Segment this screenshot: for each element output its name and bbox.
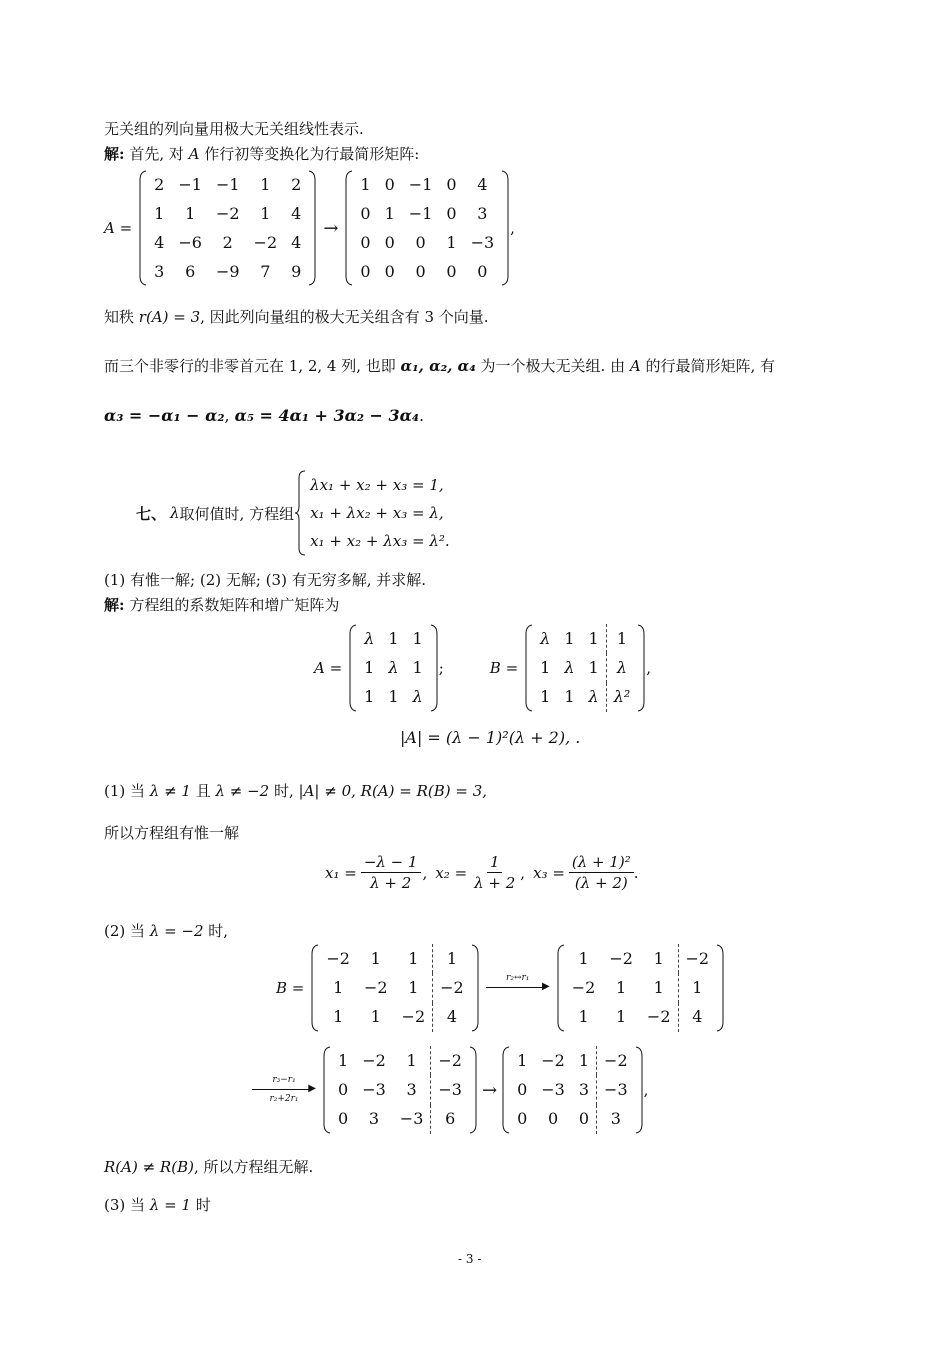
matrix-cell: 1 (370, 1007, 381, 1027)
matrix-cell: 1 (338, 1050, 349, 1070)
matrix-cell: λ (540, 628, 551, 648)
matrix-cell: 2 (154, 174, 165, 194)
matrix-row (357, 653, 430, 682)
question-7: 七、 λ 取何值时, 方程组 λx₁ + x₂ + x₃ = 1, x₁ + λx₂ + x₃ = λ, x₁ + x₂ + λx₃ = λ². (136, 470, 450, 556)
matrix-row (353, 257, 501, 286)
matrix-cell: 1 (433, 944, 471, 973)
matrix-cell: 0 (384, 261, 395, 281)
rank-statement: 知秩 r(A) = 3, 因此列向量组的极大无关组含有 3 个向量. (104, 308, 489, 326)
case-2: (2) 当 λ = −2 时, (104, 922, 229, 940)
matrix-cell: 1 (588, 628, 599, 648)
matrix-cell: 3 (597, 1105, 635, 1134)
fraction-x2: $\frac{1}{\lambda + 2}$ (474, 853, 516, 892)
matrix-cell: λ (364, 628, 375, 648)
left-paren-icon (524, 624, 533, 712)
matrix-row (147, 199, 308, 228)
matrix-cell: 1 (412, 657, 423, 677)
matrix-cell: 0 (517, 1109, 528, 1129)
matrix-row (331, 1105, 469, 1134)
matrix-cell: −1 (178, 174, 202, 194)
matrix-cell: 1 (578, 948, 589, 968)
right-paren-icon (471, 944, 480, 1032)
fraction-x3: $\frac{\text{(λ + 1)²}}{(\lambda + 2)}$ (569, 852, 634, 893)
matrix-row (565, 973, 716, 1002)
matrix-cell: −2 (326, 948, 350, 968)
matrix-cell: 1 (260, 203, 271, 223)
matrix-cell: 4 (291, 232, 302, 252)
matrix-cell: −9 (215, 261, 240, 281)
matrix-row (510, 1075, 635, 1104)
right-paren-icon (716, 944, 725, 1032)
matrix-row (533, 624, 637, 653)
matrix-A (138, 170, 317, 286)
matrix-row (533, 653, 637, 682)
matrix-cell: −1 (408, 174, 433, 194)
pivot-statement: 而三个非零行的非零首元在 1, 2, 4 列, 也即 α₁, α₂, α₄ 为一个极大无关组. 由 A 的行最简形矩阵, 有 (104, 357, 776, 375)
matrix-row (353, 170, 501, 199)
matrix-cell: 3 (368, 1109, 380, 1129)
matrix-row (565, 944, 716, 973)
matrix-cell: 1 (540, 687, 551, 707)
matrix-cell: 0 (446, 174, 457, 194)
matrix-cell: λ (606, 653, 637, 682)
right-paren-icon (469, 1046, 478, 1134)
row-swap-arrow: r₂↔r₁ ▶ (486, 973, 550, 1003)
matrix-coef-A (348, 624, 439, 712)
matrix-cell: 1 (653, 977, 664, 997)
unique-solution-text: 所以方程组有惟一解 (104, 824, 240, 842)
matrix-cell: 1 (678, 973, 716, 1002)
matrix-cell: 1 (653, 948, 664, 968)
matrix-equation-A: A = 2 −1 −1 1 2 1 1 −2 1 4 4 −6 2 −2 4 3 6 −9 7 9 → 1 0 −1 0 4 0 1 −1 0 3 0 0 0 1 −3 0 0 0 0 0 , (104, 170, 515, 286)
matrix-row (353, 228, 501, 257)
matrix-cell: −2 (678, 944, 716, 973)
case-1: (1) 当 λ ≠ 1 且 λ ≠ −2 时, |A| ≠ 0, R(A) = R(B) = 3, (104, 782, 488, 800)
matrix-cell: 0 (477, 261, 488, 281)
matrix-cell: −2 (646, 1007, 671, 1027)
matrix-cell: 1 (517, 1050, 528, 1070)
left-paren-icon (556, 944, 565, 1032)
matrix-B2 (556, 944, 725, 1032)
matrix-cell: 3 (154, 261, 165, 281)
matrix-cell: 1 (260, 174, 271, 194)
matrix-row (331, 1046, 469, 1075)
matrix-cell: 6 (185, 261, 196, 281)
matrix-row (357, 683, 430, 712)
matrix-row (510, 1105, 635, 1134)
matrix-cell: 1 (446, 232, 457, 252)
matrix-cell: 1 (564, 628, 575, 648)
solution-intro: 解: 首先, 对 A 作行初等变换化为行最简形矩阵: (104, 145, 420, 163)
matrix-row (510, 1046, 635, 1075)
matrix-cell: −3 (470, 232, 495, 252)
matrix-cell: 0 (360, 203, 371, 223)
matrix-cell: 6 (431, 1105, 469, 1134)
solution-2-intro: 解: 方程组的系数矩阵和增广矩阵为 (104, 596, 340, 614)
matrix-cell: −2 (215, 203, 240, 223)
reduction-step-1: B = −2 1 1 1 1 −2 1 −2 1 1 −2 4 r₂↔r₁ ▶ 1 −2 1 −2 −2 1 1 1 1 1 −2 4 (276, 944, 725, 1032)
matrix-cell: 2 (222, 232, 233, 252)
matrix-cell: 1 (185, 203, 196, 223)
matrix-cell: 1 (388, 687, 399, 707)
matrix-cell: 9 (291, 261, 302, 281)
solution-label: 解: (104, 145, 125, 163)
left-paren-icon (138, 170, 147, 286)
matrix-row (565, 1003, 716, 1032)
matrix-cell: 0 (517, 1079, 528, 1099)
matrix-A-rref (344, 170, 510, 286)
matrix-cell: 1 (388, 628, 399, 648)
fraction-x1: $\frac{-\lambda - 1}{\lambda + 2}$ (361, 852, 421, 893)
left-paren-icon (322, 1046, 331, 1134)
matrix-cell: −3 (399, 1109, 424, 1129)
matrix-cell: 1 (333, 1007, 344, 1027)
matrix-cell: λ (412, 687, 423, 707)
matrix-row (353, 199, 501, 228)
matrix-cell: 7 (260, 261, 271, 281)
equation-system: λx₁ + x₂ + x₃ = 1, x₁ + λx₂ + x₃ = λ, x₁ + x₂ + λx₃ = λ². (310, 476, 450, 550)
matrix-cell: 1 (578, 1007, 589, 1027)
matrix-cell: 4 (678, 1003, 716, 1032)
matrix-cell: 1 (616, 1007, 627, 1027)
matrix-aug-B (524, 624, 646, 712)
arrow-symbol: → (323, 217, 339, 239)
question-parts: (1) 有惟一解; (2) 无解; (3) 有无穷多解, 并求解. (104, 571, 426, 589)
matrix-cell: 1 (606, 624, 637, 653)
matrix-cell: −2 (597, 1046, 635, 1075)
matrix-cell: −2 (401, 1007, 426, 1027)
matrix-cell: −2 (541, 1050, 565, 1070)
matrix-cell: −2 (433, 973, 471, 1002)
no-solution-statement: R(A) ≠ R(B), 所以方程组无解. (104, 1158, 314, 1176)
matrix-cell: −2 (362, 1050, 386, 1070)
matrix-cell: 1 (588, 657, 599, 677)
matrix-cell: 2 (291, 174, 302, 194)
matrix-cell: 1 (364, 657, 375, 677)
linear-relations: α₃ = −α₁ − α₂, α₅ = 4α₁ + 3α₂ − 3α₄. (104, 406, 425, 425)
matrix-cell: 4 (477, 174, 488, 194)
matrix-cell: 1 (578, 1050, 590, 1070)
matrix-cell: 1 (616, 977, 627, 997)
matrix-cell: 3 (578, 1079, 590, 1099)
matrix-cell: 1 (360, 174, 371, 194)
matrix-cell: 0 (384, 232, 395, 252)
row-operation-arrow: r₃−r₁ ▶ r₂+2r₁ (252, 1075, 316, 1105)
matrix-row (319, 944, 470, 973)
matrix-cell: −2 (609, 948, 633, 968)
matrix-cell: 1 (364, 687, 375, 707)
matrix-B1 (310, 944, 479, 1032)
matrix-cell: −1 (215, 174, 240, 194)
matrix-cell: −3 (431, 1075, 469, 1104)
matrix-cell: λ² (606, 683, 637, 712)
matrix-cell: 1 (408, 948, 419, 968)
matrix-cell: 4 (433, 1003, 471, 1032)
matrix-cell: 1 (564, 687, 575, 707)
left-paren-icon (501, 1046, 510, 1134)
matrix-cell: 0 (360, 261, 371, 281)
matrix-cell: 1 (408, 977, 419, 997)
right-paren-icon (501, 170, 510, 286)
matrix-cell: 0 (446, 203, 457, 223)
right-paren-icon (308, 170, 317, 286)
matrix-cell: −2 (253, 232, 278, 252)
matrix-cell: 0 (338, 1079, 349, 1099)
matrix-cell: −1 (408, 203, 433, 223)
matrix-cell: 0 (415, 261, 426, 281)
matrix-B3 (322, 1046, 478, 1134)
determinant: |A| = (λ − 1)²(λ + 2), . (400, 728, 581, 747)
matrix-cell: 1 (412, 628, 423, 648)
matrix-cell: 1 (370, 948, 381, 968)
matrix-cell: 0 (446, 261, 457, 281)
matrix-cell: 4 (291, 203, 302, 223)
matrix-cell: −2 (363, 977, 388, 997)
matrix-row (319, 973, 470, 1002)
matrix-cell: 1 (406, 1050, 417, 1070)
matrix-B4 (501, 1046, 644, 1134)
case-3: (3) 当 λ = 1 时 (104, 1196, 211, 1214)
matrix-cell: 1 (154, 203, 165, 223)
left-paren-icon (348, 624, 357, 712)
matrix-cell: 1 (384, 203, 395, 223)
matrix-row (357, 624, 430, 653)
matrix-cell: 0 (415, 232, 426, 252)
unique-solution: x₁ = $\frac{-\lambda - 1}{\lambda + 2}$ , x₂ = $\frac{1}{\lambda + 2}$ , x₃ = $\frac{\text{(λ + 1)²}}{(\lambda + 2)}$ . (325, 853, 639, 892)
reduction-step-2: r₃−r₁ ▶ r₂+2r₁ 1 −2 1 −2 0 −3 3 −3 0 3 −3 6 → 1 −2 1 −2 0 −3 3 −3 0 0 0 3 , (246, 1046, 648, 1134)
right-paren-icon (637, 624, 646, 712)
matrix-cell: −3 (597, 1075, 635, 1104)
matrix-cell: 0 (338, 1109, 349, 1129)
matrix-cell: −6 (178, 232, 202, 252)
matrix-cell: −3 (541, 1079, 565, 1099)
matrix-cell: 3 (477, 203, 488, 223)
matrix-row (147, 170, 308, 199)
matrix-cell: λ (588, 687, 599, 707)
matrix-cell: λ (564, 657, 575, 677)
matrix-cell: 3 (406, 1079, 417, 1099)
question-number: 七、 (136, 504, 167, 523)
matrix-A-label: A = (104, 219, 133, 237)
right-paren-icon (635, 1046, 644, 1134)
page-number: - 3 - (458, 1252, 482, 1266)
coef-aug-matrices: A = λ 1 1 1 λ 1 1 1 λ ; B = λ 1 1 1 1 λ 1 λ 1 1 λ λ² , (314, 624, 651, 712)
matrix-cell: 0 (547, 1109, 559, 1129)
left-paren-icon (344, 170, 353, 286)
matrix-cell: 0 (578, 1109, 590, 1129)
matrix-row (147, 257, 308, 286)
matrix-cell: 0 (360, 232, 371, 252)
matrix-cell: 0 (384, 174, 395, 194)
matrix-row (533, 683, 637, 712)
matrix-cell: 4 (154, 232, 165, 252)
right-paren-icon (430, 624, 439, 712)
matrix-row (147, 228, 308, 257)
matrix-row (331, 1075, 469, 1104)
brace-icon (294, 470, 306, 556)
left-paren-icon (310, 944, 319, 1032)
matrix-cell: −2 (431, 1046, 469, 1075)
matrix-cell: 1 (540, 657, 551, 677)
matrix-cell: −2 (571, 977, 596, 997)
text-line-1: 无关组的列向量用极大无关组线性表示. (104, 120, 364, 138)
matrix-cell: 1 (333, 977, 344, 997)
matrix-cell: λ (388, 657, 399, 677)
matrix-cell: −3 (362, 1079, 386, 1099)
matrix-row (319, 1003, 470, 1032)
